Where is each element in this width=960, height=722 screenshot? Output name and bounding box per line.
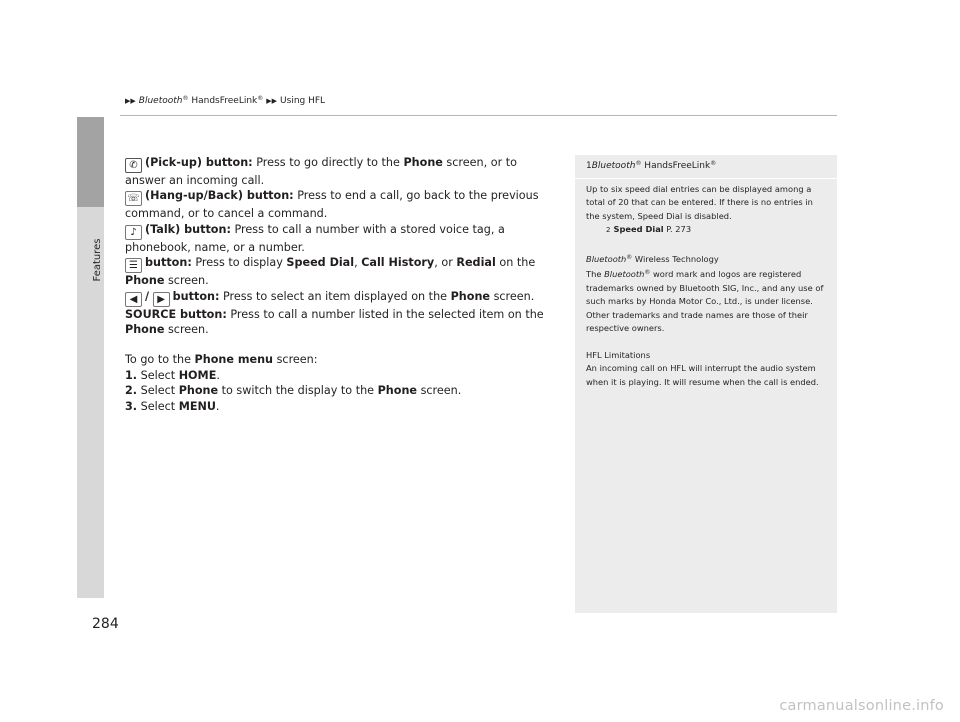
hangup-paragraph: ☏ (Hang-up/Back) button: Press to end a call, go back to the previous command, or to cancel a command. (125, 189, 539, 221)
note-speed-dial-text: Up to six speed dial entries can be displayed among a total of 20 that can be entered. If there is no entries in the system, Speed Dial is disabled. (586, 183, 813, 221)
page-number: 284 (92, 616, 119, 632)
talk-voice-icon: ♪ (125, 225, 142, 240)
phone-pickup-icon: ✆ (125, 158, 142, 173)
section-side-tab (77, 117, 104, 598)
left-arrow-icon: ◀ (125, 292, 142, 307)
pickup-paragraph: ✆ (Pick-up) button: Press to go directly to the Phone screen, or to answer an incoming call. (125, 156, 517, 187)
breadcrumb-arrow-icon: ▶▶ (125, 97, 136, 105)
note-hfl-limitations-text: An incoming call on HFL will interrupt the audio system when it is playing. It will resume when the call is ended. (586, 363, 819, 387)
side-note-panel (575, 155, 837, 613)
note-trademark-text: The Bluetooth® word mark and logos are registered trademarks owned by Bluetooth SIG, Inc., and any use of such marks by Honda Motor Co., Ltd., is under license. Other trademarks and trade names are those of their respective owners. (586, 269, 824, 333)
breadcrumb: ▶▶ Bluetooth® HandsFreeLink® ▶▶ Using HFL (125, 95, 326, 106)
watermark: carmanualsonline.info (779, 698, 944, 714)
breadcrumb-bluetooth: Bluetooth (138, 96, 183, 106)
step-2: 2. Select Phone to switch the display to the Phone screen. (125, 384, 462, 398)
right-arrow-icon: ▶ (153, 292, 170, 307)
breadcrumb-arrow-icon: ▶▶ (266, 97, 278, 105)
talk-paragraph: ♪ (Talk) button: Press to call a number with a stored voice tag, a phonebook, name, or a number. (125, 222, 505, 254)
phone-menu-icon: ☰ (125, 258, 142, 273)
arrows-paragraph: ◀ / ▶ button: Press to select an item displayed on the Phone screen. (125, 289, 555, 307)
phone-hangup-icon: ☏ (125, 191, 142, 206)
reference-arrow-icon: 2 (606, 226, 611, 234)
note-bluetooth-heading: Bluetooth® Wireless Technology (586, 253, 719, 264)
source-paragraph: SOURCE button: Press to call a number listed in the selected item on the Phone screen. (125, 307, 544, 337)
note-title: 1Bluetooth® HandsFreeLink® (586, 160, 717, 171)
menu-paragraph: ☰ button: Press to display Speed Dial, Call History, or Redial on the Phone screen. (125, 256, 536, 288)
note-marker-icon: 1 (586, 161, 592, 171)
section-label: Features (92, 238, 103, 282)
main-content (125, 155, 555, 414)
speed-dial-reference[interactable]: 2 Speed Dial P. 273 (606, 224, 692, 234)
note-hfl-limitations-heading: HFL Limitations (586, 349, 651, 360)
header-divider (120, 115, 837, 116)
breadcrumb-handsfreelink: HandsFreeLink (188, 96, 258, 106)
goto-paragraph: To go to the Phone menu screen: (125, 353, 318, 367)
step-3: 3. Select MENU. (125, 399, 220, 413)
breadcrumb-using-hfl: Using HFL (280, 96, 326, 106)
step-1: 1. Select HOME. (125, 368, 220, 382)
side-tab-accent (77, 117, 104, 207)
